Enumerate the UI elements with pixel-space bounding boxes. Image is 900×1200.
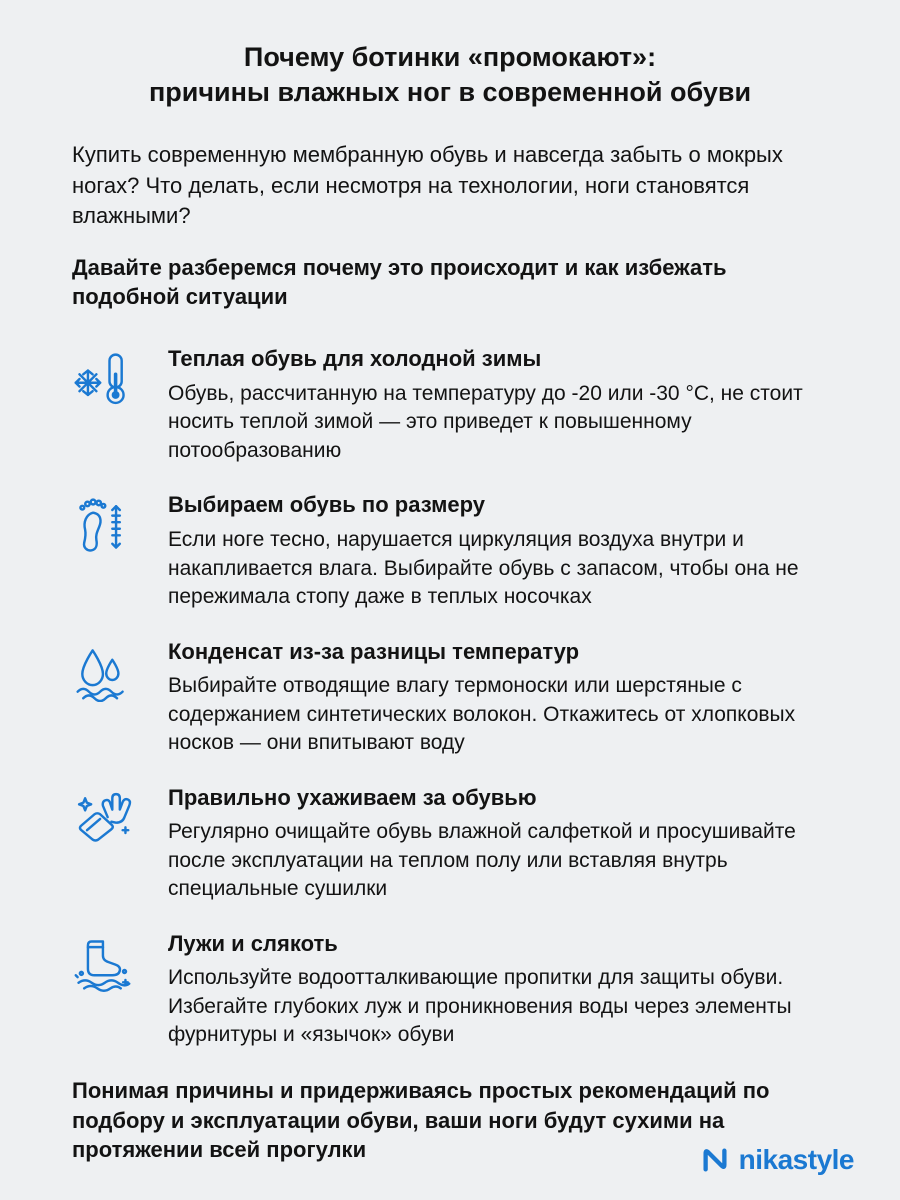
tip-shoe-size	[72, 491, 828, 611]
tip-text	[168, 491, 828, 611]
tip-body: Используйте водоотталкивающие пропитки для защиты обуви. Избегайте глубоких луж и проникновения воды через элементы фурнитуры и «язычок» обуви	[168, 966, 792, 1047]
tip-shoe-care	[72, 784, 828, 904]
page-title-line1: Почему ботинки «промокают»:	[243, 42, 657, 72]
tip-text	[168, 345, 828, 465]
tip-text	[168, 784, 828, 904]
tip-text	[168, 638, 828, 758]
tip-title: Выбираем обувь по размеру	[168, 492, 485, 518]
tip-body: Если ноге тесно, нарушается циркуляция воздуха внутри и накапливается влага. Выбирайте обувь с запасом, чтобы она не пережимала стопу даже в теплых носочках	[168, 527, 799, 609]
tip-body: Регулярно очищайте обувь влажной салфеткой и просушивайте после эксплуатации на теплом полу или вставляя внутрь специальные сушилки	[168, 820, 796, 901]
tip-condensation	[72, 638, 828, 758]
brand-logo	[700, 1144, 854, 1176]
tips-list	[72, 345, 828, 1050]
snowflake-thermometer-icon	[72, 345, 136, 465]
tip-text	[168, 930, 828, 1050]
tip-body: Выбирайте отводящие влагу термоноски или шерстяные с содержанием синтетических волокон. Откажитесь от хлопковых носков — они впитывают воду	[168, 674, 796, 755]
foot-measure-icon	[72, 491, 136, 611]
puddle-boot-icon	[72, 930, 136, 1050]
page-title-line2: причины влажных ног в современной обуви	[148, 77, 752, 108]
tip-title: Конденсат из-за разницы температур	[168, 638, 580, 664]
shoe-care-icon	[72, 784, 136, 904]
condensation-drops-icon	[72, 638, 136, 758]
nikastyle-logo-icon	[700, 1145, 730, 1175]
intro-paragraph: Купить современную мембранную обувь и навсегда забыть о мокрых ногах? Что делать, если несмотря на технологии, ноги становятся влажными?	[72, 142, 783, 228]
closing-paragraph: Понимая причины и придерживаясь простых рекомендаций по подбору и эксплуатации обуви, ваши ноги будут сухими на протяжении всей прогулки	[72, 1078, 770, 1163]
page-title	[52, 40, 848, 110]
lead-paragraph: Давайте разберемся почему это происходит и как избежать подобной ситуации	[72, 255, 727, 310]
tip-cold-weather	[72, 345, 828, 465]
tip-title: Правильно ухаживаем за обувью	[168, 784, 537, 810]
tip-title: Лужи и слякоть	[168, 930, 338, 956]
tip-puddles	[72, 930, 828, 1050]
brand-name: nikastyle	[738, 1144, 854, 1175]
tip-body: Обувь, рассчитанную на температуру до -20 или -30 °С, не стоит носить теплой зимой — это приведет к повышенному потообразованию	[168, 381, 803, 462]
tip-title: Теплая обувь для холодной зимы	[168, 346, 542, 372]
